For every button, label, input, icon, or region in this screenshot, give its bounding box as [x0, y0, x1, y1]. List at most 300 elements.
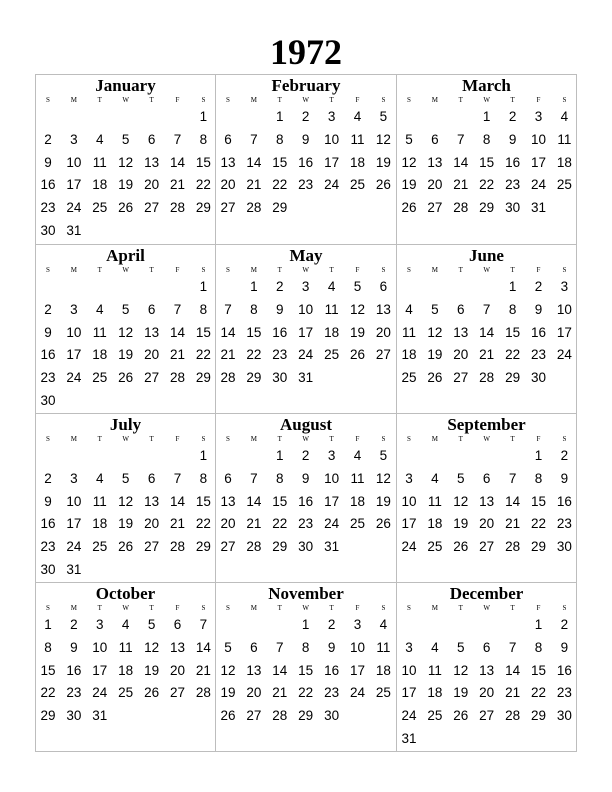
day-cell: 11 [118, 639, 133, 655]
day-cell: 15 [272, 154, 288, 170]
day-cell: 25 [92, 200, 108, 216]
day-cell: 8 [301, 639, 310, 655]
day-cell: 9 [44, 324, 52, 340]
day-cell: 2 [560, 448, 569, 463]
day-cell: 16 [272, 324, 288, 340]
weekday-header: T [277, 266, 282, 274]
day-cell: 6 [147, 470, 156, 486]
day-cell: 14 [272, 662, 288, 678]
weekday-header: T [97, 435, 102, 443]
day-cell: 22 [195, 177, 211, 193]
day-cell: 8 [482, 131, 491, 147]
day-cell: 30 [324, 708, 340, 724]
day-cell: 31 [66, 562, 82, 577]
day-cell: 15 [195, 154, 211, 170]
weekday-header: F [355, 435, 360, 443]
day-cell: 5 [405, 131, 413, 147]
month-october [36, 583, 216, 751]
weekday-header: M [250, 266, 257, 274]
weekday-header: M [70, 435, 77, 443]
day-cell: 4 [327, 279, 336, 294]
day-cell: 4 [405, 301, 413, 317]
day-cell: 17 [66, 516, 82, 532]
month-name: June [469, 246, 504, 265]
weekday-header: F [175, 266, 180, 274]
weekday-header: T [97, 266, 102, 274]
day-cell: 21 [453, 177, 469, 193]
day-cell: 22 [246, 347, 262, 363]
day-cell: 5 [379, 109, 388, 124]
day-cell: 24 [324, 177, 340, 193]
day-cell: 24 [298, 347, 314, 363]
months-grid [35, 74, 577, 752]
month-september [397, 414, 576, 583]
day-cell: 13 [220, 493, 236, 509]
day-cell: 21 [505, 685, 521, 701]
day-cell: 6 [431, 131, 439, 147]
day-cell: 24 [66, 200, 82, 216]
day-cell: 29 [530, 539, 547, 555]
day-cell: 30 [298, 539, 314, 555]
weekday-header: T [149, 435, 154, 443]
weekday-header: W [122, 266, 129, 274]
day-cell: 12 [375, 470, 391, 486]
day-cell: 14 [505, 662, 521, 678]
month-name: January [95, 76, 156, 95]
day-cell: 17 [401, 685, 417, 701]
day-cell: 12 [220, 662, 236, 678]
day-cell: 6 [147, 301, 156, 317]
day-cell: 28 [505, 708, 521, 724]
weekday-header: M [70, 604, 77, 612]
day-cell: 13 [479, 493, 495, 509]
day-cell: 25 [118, 685, 134, 701]
weekday-header: F [536, 96, 541, 104]
day-cell: 22 [530, 516, 547, 532]
day-cell: 14 [169, 324, 186, 340]
day-cell: 14 [453, 154, 469, 170]
weekday-header: F [355, 96, 360, 104]
weekday-header: F [536, 604, 541, 612]
month-name: July [109, 415, 142, 434]
weekday-header: S [407, 266, 411, 274]
day-cell: 11 [427, 493, 442, 509]
day-cell: 3 [70, 301, 78, 317]
day-cell: 19 [453, 516, 469, 532]
day-cell: 29 [272, 200, 288, 216]
day-cell: 23 [324, 685, 340, 701]
day-cell: 28 [272, 708, 288, 724]
day-cell: 7 [250, 131, 258, 147]
weekday-header: T [277, 435, 282, 443]
weekday-header: T [458, 266, 463, 274]
day-cell: 2 [44, 131, 52, 147]
day-cell: 4 [431, 639, 439, 655]
day-cell: 5 [431, 301, 439, 317]
day-cell: 1 [44, 617, 52, 632]
day-cell: 25 [427, 708, 443, 724]
weekday-header: T [329, 96, 334, 104]
day-cell: 12 [118, 324, 134, 340]
weekday-header: M [431, 435, 438, 443]
month-name: December [449, 584, 524, 603]
day-cell: 23 [530, 347, 547, 363]
weekday-header: S [407, 96, 411, 104]
day-cell: 1 [199, 109, 208, 124]
day-cell: 8 [534, 470, 543, 486]
day-cell: 6 [173, 617, 182, 632]
day-cell: 16 [556, 493, 572, 509]
day-cell: 28 [453, 200, 469, 216]
weekday-header: M [250, 435, 257, 443]
day-cell: 28 [220, 370, 236, 386]
day-cell: 2 [327, 617, 336, 632]
weekday-header: W [302, 604, 309, 612]
day-cell: 13 [220, 154, 236, 170]
day-cell: 31 [324, 539, 340, 555]
day-cell: 8 [276, 131, 284, 147]
day-cell: 11 [92, 493, 107, 509]
weekday-header: S [46, 96, 50, 104]
weekday-header: M [70, 266, 77, 274]
day-cell: 3 [534, 109, 543, 124]
weekday-header: F [175, 604, 180, 612]
weekday-header: S [407, 604, 411, 612]
day-cell: 7 [276, 639, 284, 655]
day-cell: 2 [44, 301, 52, 317]
day-cell: 5 [457, 639, 465, 655]
day-cell: 3 [301, 279, 310, 294]
day-cell: 9 [534, 301, 543, 317]
day-cell: 27 [427, 200, 443, 216]
day-cell: 21 [246, 177, 262, 193]
weekday-header: W [483, 604, 490, 612]
day-cell: 3 [96, 617, 104, 632]
day-cell: 23 [556, 516, 572, 532]
day-cell: 20 [246, 685, 262, 701]
day-cell: 9 [301, 470, 310, 486]
day-cell: 31 [530, 200, 547, 216]
day-cell: 30 [272, 370, 288, 386]
day-cell: 17 [324, 493, 340, 509]
day-cell: 13 [479, 662, 495, 678]
day-cell: 28 [169, 200, 186, 216]
day-cell: 24 [401, 708, 417, 724]
weekday-header: S [46, 266, 50, 274]
day-cell: 18 [427, 516, 443, 532]
day-cell: 13 [427, 154, 443, 170]
day-cell: 29 [195, 539, 211, 555]
day-cell: 30 [40, 223, 56, 238]
day-cell: 10 [349, 639, 366, 655]
weekday-header: T [510, 96, 515, 104]
day-cell: 18 [349, 493, 366, 509]
day-cell: 17 [92, 662, 108, 678]
day-cell: 9 [327, 639, 336, 655]
day-cell: 7 [482, 301, 491, 317]
day-cell: 20 [144, 177, 160, 193]
day-cell: 26 [349, 347, 366, 363]
day-cell: 7 [224, 301, 232, 317]
day-cell: 18 [556, 154, 572, 170]
day-cell: 22 [505, 347, 521, 363]
day-cell: 2 [508, 109, 517, 124]
day-cell: 6 [482, 639, 491, 655]
day-cell: 6 [250, 639, 258, 655]
day-cell: 15 [505, 324, 521, 340]
day-cell: 7 [173, 301, 182, 317]
day-cell: 24 [92, 685, 108, 701]
month-august [216, 414, 397, 583]
day-cell: 1 [534, 448, 543, 463]
day-cell: 15 [530, 493, 547, 509]
day-cell: 26 [118, 200, 134, 216]
weekday-header: W [483, 266, 490, 274]
day-cell: 24 [324, 516, 340, 532]
weekday-header: S [46, 604, 50, 612]
day-cell: 27 [220, 200, 236, 216]
day-cell: 1 [199, 448, 208, 463]
day-cell: 16 [40, 516, 56, 532]
day-cell: 10 [92, 639, 108, 655]
day-cell: 3 [560, 279, 569, 294]
day-cell: 21 [505, 516, 521, 532]
day-cell: 20 [453, 347, 469, 363]
day-cell: 19 [220, 685, 236, 701]
day-cell: 30 [40, 562, 56, 577]
weekday-header: M [431, 266, 438, 274]
weekday-header: T [510, 604, 515, 612]
day-cell: 31 [92, 708, 108, 724]
day-cell: 4 [96, 301, 104, 317]
day-cell: 16 [40, 177, 56, 193]
day-cell: 11 [557, 131, 572, 147]
day-cell: 4 [353, 448, 362, 463]
day-cell: 8 [199, 470, 208, 486]
day-cell: 13 [144, 324, 160, 340]
day-cell: 3 [70, 131, 78, 147]
day-cell: 10 [298, 301, 314, 317]
day-cell: 2 [560, 617, 569, 632]
day-cell: 26 [144, 685, 160, 701]
day-cell: 25 [375, 685, 391, 701]
day-cell: 28 [169, 370, 186, 386]
day-cell: 27 [479, 708, 495, 724]
day-cell: 1 [301, 617, 310, 632]
day-cell: 5 [147, 617, 156, 632]
day-cell: 8 [199, 131, 208, 147]
day-cell: 1 [508, 279, 517, 294]
day-cell: 11 [350, 131, 365, 147]
day-cell: 18 [401, 347, 417, 363]
day-cell: 20 [375, 324, 391, 340]
month-name: September [447, 415, 526, 434]
day-cell: 24 [556, 347, 572, 363]
day-cell: 21 [195, 662, 211, 678]
day-cell: 25 [427, 539, 443, 555]
weekday-header: M [250, 604, 257, 612]
day-cell: 27 [375, 347, 391, 363]
day-cell: 25 [349, 516, 366, 532]
day-cell: 26 [427, 370, 443, 386]
day-cell: 10 [401, 662, 417, 678]
day-cell: 6 [457, 301, 465, 317]
day-cell: 16 [66, 662, 82, 678]
day-cell: 29 [505, 370, 521, 386]
day-cell: 21 [246, 516, 262, 532]
month-name: August [280, 415, 332, 434]
day-cell: 12 [118, 154, 134, 170]
day-cell: 12 [401, 154, 417, 170]
weekday-header: W [122, 604, 129, 612]
day-cell: 29 [195, 200, 211, 216]
day-cell: 6 [482, 470, 491, 486]
day-cell: 19 [375, 154, 391, 170]
day-cell: 28 [169, 539, 186, 555]
day-cell: 17 [530, 154, 547, 170]
day-cell: 20 [144, 347, 160, 363]
day-cell: 23 [298, 516, 314, 532]
day-cell: 23 [298, 177, 314, 193]
day-cell: 19 [118, 177, 134, 193]
day-cell: 8 [199, 301, 208, 317]
day-cell: 24 [530, 177, 547, 193]
day-cell: 22 [195, 516, 211, 532]
weekday-header: T [97, 604, 102, 612]
day-cell: 16 [505, 154, 521, 170]
weekday-header: S [407, 435, 411, 443]
day-cell: 29 [298, 708, 314, 724]
day-cell: 24 [66, 370, 82, 386]
day-cell: 28 [505, 539, 521, 555]
day-cell: 26 [453, 708, 469, 724]
day-cell: 8 [508, 301, 517, 317]
day-cell: 21 [169, 177, 186, 193]
day-cell: 10 [556, 301, 572, 317]
day-cell: 17 [401, 516, 417, 532]
day-cell: 22 [298, 685, 314, 701]
day-cell: 18 [92, 347, 108, 363]
day-cell: 30 [556, 539, 572, 555]
day-cell: 29 [272, 539, 288, 555]
month-name: October [95, 584, 156, 603]
day-cell: 23 [272, 347, 288, 363]
day-cell: 26 [118, 370, 134, 386]
day-cell: 29 [530, 708, 547, 724]
day-cell: 9 [276, 301, 284, 317]
day-cell: 26 [375, 516, 391, 532]
month-january [36, 75, 216, 245]
day-cell: 25 [92, 370, 108, 386]
weekday-header: M [250, 96, 257, 104]
day-cell: 8 [534, 639, 543, 655]
day-cell: 30 [40, 393, 56, 408]
day-cell: 27 [144, 200, 160, 216]
day-cell: 7 [508, 470, 517, 486]
day-cell: 12 [349, 301, 366, 317]
weekday-header: T [510, 266, 515, 274]
weekday-header: S [201, 266, 206, 274]
day-cell: 12 [427, 324, 443, 340]
day-cell: 21 [169, 516, 186, 532]
month-june [397, 245, 576, 414]
day-cell: 29 [40, 708, 56, 724]
day-cell: 1 [276, 109, 284, 124]
day-cell: 2 [301, 448, 310, 463]
day-cell: 5 [121, 301, 130, 317]
weekday-header: S [562, 96, 567, 104]
day-cell: 30 [505, 200, 521, 216]
day-cell: 4 [431, 470, 439, 486]
day-cell: 11 [401, 324, 416, 340]
calendar-year-title: 1972 [270, 32, 342, 72]
day-cell: 3 [327, 109, 336, 124]
month-name: February [271, 76, 341, 95]
day-cell: 13 [144, 154, 160, 170]
weekday-header: S [201, 435, 206, 443]
day-cell: 4 [379, 617, 388, 632]
weekday-header: F [355, 604, 360, 612]
day-cell: 6 [147, 131, 156, 147]
day-cell: 1 [276, 448, 284, 463]
day-cell: 9 [560, 470, 569, 486]
month-april [36, 245, 216, 414]
weekday-header: S [562, 435, 567, 443]
weekday-header: F [175, 435, 180, 443]
day-cell: 16 [556, 662, 572, 678]
day-cell: 29 [195, 370, 211, 386]
day-cell: 14 [220, 324, 236, 340]
weekday-header: S [381, 266, 386, 274]
day-cell: 14 [169, 154, 186, 170]
day-cell: 25 [324, 347, 340, 363]
day-cell: 10 [401, 493, 417, 509]
day-cell: 18 [349, 154, 366, 170]
day-cell: 27 [220, 539, 236, 555]
day-cell: 6 [379, 279, 388, 294]
day-cell: 26 [220, 708, 236, 724]
day-cell: 20 [427, 177, 443, 193]
day-cell: 2 [301, 109, 310, 124]
day-cell: 22 [40, 685, 56, 701]
day-cell: 10 [66, 154, 82, 170]
day-cell: 25 [401, 370, 417, 386]
day-cell: 27 [169, 685, 186, 701]
weekday-header: F [536, 435, 541, 443]
day-cell: 15 [530, 662, 547, 678]
month-march [397, 75, 576, 245]
day-cell: 10 [324, 131, 340, 147]
weekday-header: F [355, 266, 360, 274]
day-cell: 15 [195, 324, 211, 340]
day-cell: 19 [118, 347, 134, 363]
day-cell: 15 [195, 493, 211, 509]
day-cell: 10 [66, 324, 82, 340]
day-cell: 23 [40, 539, 56, 555]
day-cell: 19 [118, 516, 134, 532]
day-cell: 22 [479, 177, 495, 193]
day-cell: 15 [479, 154, 495, 170]
weekday-header: S [562, 604, 567, 612]
day-cell: 5 [353, 279, 362, 294]
day-cell: 1 [199, 279, 208, 294]
day-cell: 15 [272, 493, 288, 509]
weekday-header: T [277, 604, 282, 612]
day-cell: 21 [272, 685, 288, 701]
day-cell: 11 [427, 662, 442, 678]
day-cell: 1 [250, 279, 258, 294]
day-cell: 15 [246, 324, 262, 340]
